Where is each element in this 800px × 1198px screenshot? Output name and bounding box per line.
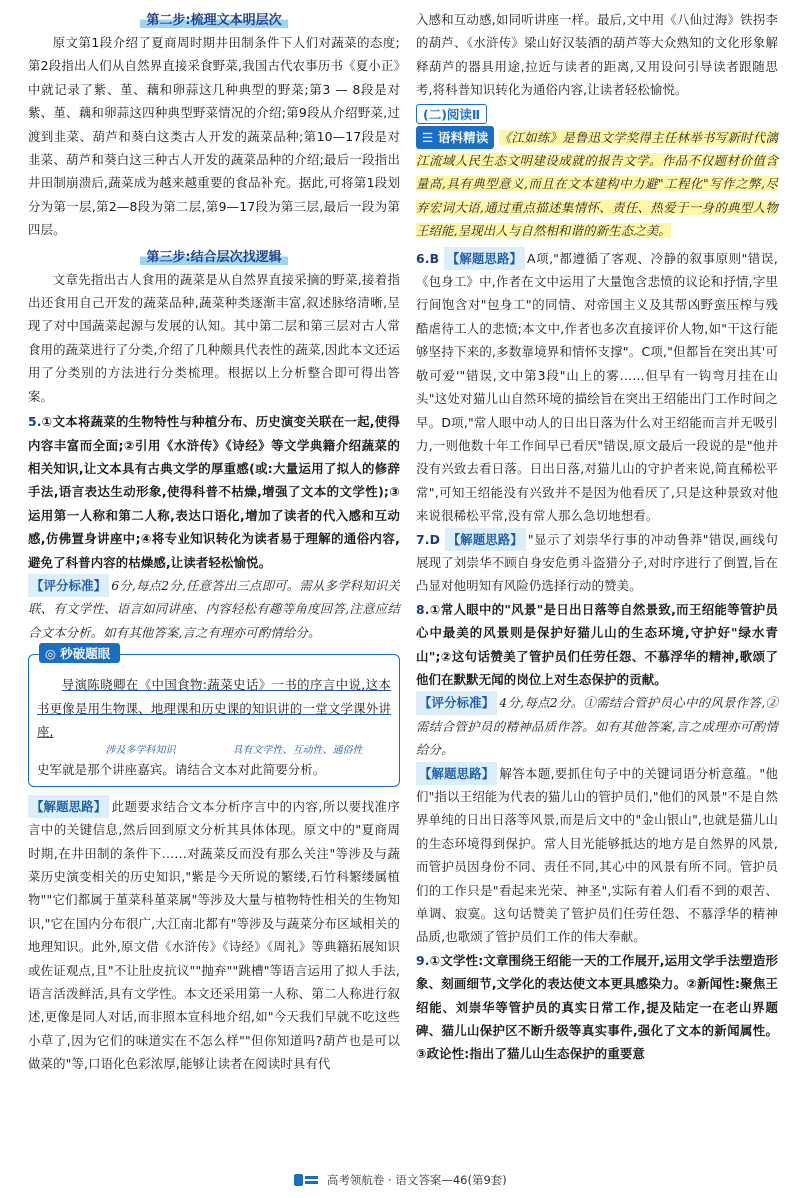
right-column — [416, 8, 778, 1066]
step2-text: 原文第1段介绍了夏商周时期井田制条件下人们对蔬菜的态度;第2段指出人们从自然界直接采食野菜,我国古代农事历书《夏小正》中就记录了紫、堇、藕和卵蒜这几种典型的野菜;第3 — 8段是对紫、堇、藕和卵蒜这四种典型野菜情况的介绍;第9段从介绍野菜,过渡到韭菜、葫芦和葵白这类古人开发的蔬菜品种;第10—17段是对韭菜、葫芦和葵白这三种古人开发的蔬菜品种的介绍;最后一段指出井田制崩溃后,蔬菜成为越来越重要的食品补充。据此,可将第1段划分为第一层,第2—8段为第二层,第9—17段为第三层,最后一段为第四层。 — [28, 35, 400, 238]
left-column — [28, 8, 400, 1076]
tip-text-1: 导演陈晓卿在《中国食物:蔬菜史话》一书的序言中说,这本书更像是用生物课、地理课和历史课的知识讲的一堂文学课外讲座, — [37, 677, 391, 739]
q8-score: 【评分标准】 4分,每点2分。①需结合管护员心中的风景作答,②需结合管护员的精神品质作答。如有其他答案,言之成理亦可酌情给分。 — [416, 691, 778, 761]
q6-tag: 【解题思路】 — [444, 247, 525, 270]
q7: 7.D 【解题思路】 "显示了刘崇华行事的冲动鲁莽"错误,画线句展现了刘崇华不顾自身安危勇斗盗猎分子,对时序进行了倒置,旨在凸显对他明知有风险仍选择行动的赞美。 — [416, 528, 778, 598]
q5-idea: 【解题思路】 此题要求结合文本分析序言中的内容,所以要找准序言中的关键信息,然后回到原文分析其具体体现。原文中的"夏商周时期,在井田制的条件下……对蔬菜反而没有那么关注"等涉及与蔬菜历史演变相关的历史知识,"紫是今天所说的繁缕,石竹科繁缕属植物""它们都属于堇菜科堇菜属"等涉及大量与植物特性相关的生物知识,"它在国内分布很广,大江南北都有"等涉及与蔬菜分布区域相关的地理知识。此外,原文借《水浒传》《诗经》《周礼》等典籍拓展知识或佐证观点,且"不让肚皮抗议""抛弃""跳槽"等语言运用了拟人手法,语言活泼鲜活,具有文学性。本文还采用第一人称、第二人称进行叙述,更像是同人对话,而非照本宣科地介绍,如"今天我们早就不吃这些小草了,因为它们的味道实在不怎么样""但你知道吗?葫芦也是可以做菜的"等,口语化色彩浓厚,能够让读者在阅读时具有代 — [28, 795, 400, 1076]
corpus-reading: ☰ 语料精读 《江如练》是鲁迅文学奖得主任林举书写新时代漓江流域人民生态文明建设成就的报告文学。作品不仅题材价值含量高,具有典型意义,而且在文本建构中力避"工程化"写作之弊,尽弃宏词大语,通过重点描述集情怀、责任、热爱于一身的典型人物王绍能,呈现出人与自然相和谐的新生态之美。 — [416, 126, 778, 243]
brand-logo-icon — [293, 1172, 319, 1188]
q8-score-tag: 【评分标准】 — [416, 691, 497, 714]
q6: 6.B 【解题思路】 A项,"都遵循了客观、冷静的叙事原则"错误,《包身工》中,作者在文中运用了大量饱含悲愤的议论和抒情,字里行间饱含对"包身工"的同情、对帝国主义及其帮凶野蛮压榨与残酷虐待工人的悲愤;本文中,作者也多次直接评价人物,如"干这行能够坚持下来的,多数靠境界和情怀支撑"。C项,"但都旨在突出其'可敬可爱'"错误,文中第3段"山上的雾……但早有一钩弯月挂在山头"这处对猫儿山自然环境的描绘旨在突出王绍能出门工作时间之早。D项,"常人眼中动人的日出日落为什么对王绍能而言并无吸引力,一则他数十年工作间早已看厌"错误,原文最后一段说的是"他并没有兴致去看日落。日出日落,对猫儿山的守护者来说,简直稀松平常",可知王绍能没有兴致并不是因为他看厌了,只是这种景致对他来说很稀松平常,没有常人那么急切地想看。 — [416, 247, 778, 528]
step3-text: 文章先指出古人食用的蔬菜是从自然界直接采摘的野菜,接着指出还食用自己开发的蔬菜品种,蔬菜种类逐渐丰富,叙述脉络清晰,呈现了对中国蔬菜起源与发展的认知。其中第二层和第三层对古人常食用的蔬菜进行了分类,介绍了几种颇具代表性的蔬菜,因此本文还运用了分类别的方法进行分类梳理。根据以上分析整合即可得出答案。 — [28, 271, 400, 404]
tip-box — [28, 646, 400, 787]
tip-text-2: 史军就是那个讲座嘉宾。请结合文本对此简要分析。 — [37, 762, 326, 778]
q8-number: 8. — [416, 601, 430, 617]
q8-idea-tag: 【解题思路】 — [416, 762, 497, 785]
tip-note-2: 具有文学性、互动性、通俗性 — [232, 745, 363, 757]
footer-text: 高考领航卷 · 语文答案—46(第9套) — [326, 1172, 507, 1187]
step2-heading: 第二步:梳理文本明层次 — [28, 9, 400, 28]
q6-head: 6.B — [416, 250, 440, 266]
q5-answer: 5.①文本将蔬菜的生物特性与种植分布、历史演变关联在一起,使得内容丰富而全面;②引用《水浒传》《诗经》等文学典籍介绍蔬菜的相关知识,让文本具有古典文学的厚重感(或:大量运用了拟人的修辞手法,语言表达生动形象,使得科普不枯燥,增强了文本的文学性);③运用第一人称和第二人称,表达口语化,增加了读者的代入感和互动感,仿佛置身讲座中;④将专业知识转化为读者易于理解的通俗内容,避免了科普内容的枯燥感,让读者轻松愉悦。 — [28, 414, 400, 570]
tip-tag: ◎ 秒破题眼 — [39, 643, 120, 663]
q8-idea: 【解题思路】 解答本题,要抓住句子中的关键词语分析意蕴。"他们"指以王绍能为代表的猫儿山的管护员们,"他们的风景"不是自然界单纯的日出日落等风景,而是后文中的"金山银山",也就是猫儿山的生态环境得到保护。常人目光能够抵达的地方是自然界的风景,而管护员因身份不同、责任不同,其心中的风景有所不同。管护员们的工作只是"看起来光荣、神圣",实际有着人们看不到的艰苦、单调、寂寞。这句话赞美了管护员们任劳任怨、不慕浮华的精神品质,也歌颂了管护员们工作的伟大奉献。 — [416, 762, 778, 949]
tip-note-1: 涉及多学科知识 — [105, 745, 176, 757]
page-footer — [0, 1172, 800, 1189]
q7-tag: 【解题思路】 — [445, 528, 526, 551]
tip-notes — [37, 741, 391, 756]
q8-answer: 8.①常人眼中的"风景"是日出日落等自然景致,而王绍能等管护员心中最美的风景则是保护好猫儿山的生态环境,守护好"绿水青山";②这句话赞美了管护员们任劳任怨、不慕浮华的精神,歌颂了他们在默默无闻的岗位上对生态保护的贡献。 — [416, 601, 778, 687]
step3-heading: 第三步:结合层次找逻辑 — [28, 246, 400, 265]
score-tag: 【评分标准】 — [28, 574, 109, 597]
q5-score: 【评分标准】 6分,每点2分,任意答出三点即可。需从多学科知识关联、有文学性、语言如同讲座、内容轻松有趣等角度回答,注意应结合文本分析。如有其他答案,言之有理亦可酌情给分。 — [28, 574, 400, 644]
idea-tag: 【解题思路】 — [28, 795, 109, 818]
corpus-tag: ☰ 语料精读 — [416, 126, 494, 149]
q9-answer: 9.①文学性:文章围绕王绍能一天的工作展开,运用文学手法塑造形象、刻画细节,文学化的表达使文本更具感染力。②新闻性:聚焦王绍能、刘崇华等管护员的真实日常工作,提及陆定一在老山界题碑、猫儿山保护区不断升级等真实事件,强化了文本的新闻属性。③政论性:指出了猫儿山生态保护的重要意 — [416, 952, 778, 1062]
q9-number: 9. — [416, 952, 430, 968]
q5-number: 5. — [28, 414, 42, 430]
q5-idea-continued: 入感和互动感,如同听讲座一样。最后,文中用《八仙过海》铁拐李的葫芦、《水浒传》梁山好汉装酒的葫芦等大众熟知的文化形象解释葫芦的器具用途,拉近与读者的距离,又用设问引导读者跟随思考,将科普知识转化为通俗内容,让读者轻松愉悦。 — [416, 12, 778, 98]
section-heading: (二)阅读Ⅱ — [416, 102, 778, 126]
q7-head: 7.D — [416, 531, 441, 547]
